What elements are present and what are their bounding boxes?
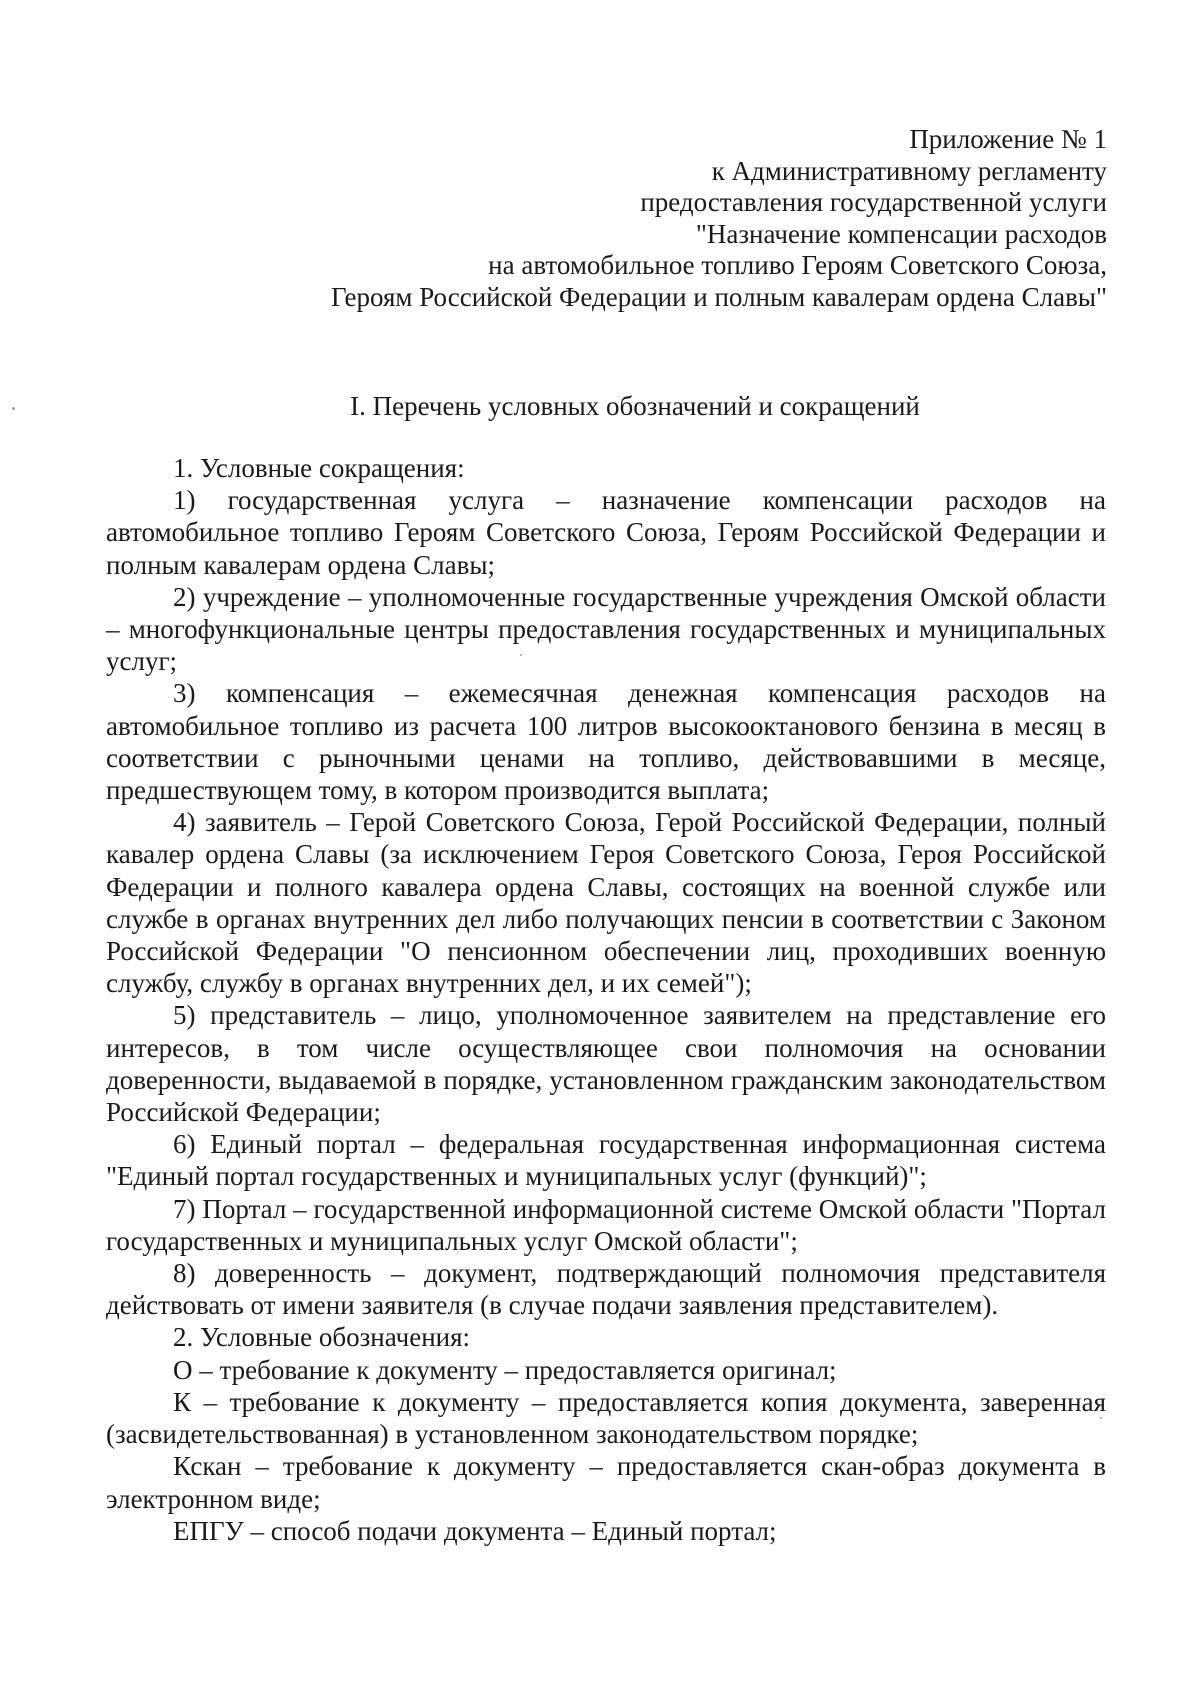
designation-item: Кскан – требование к документу – предоставляется скан-образ документа в электронном виде; (106, 1451, 1106, 1514)
scan-speck (1100, 1417, 1102, 1419)
abbreviation-item: 4) заявитель – Герой Советского Союза, Герой Российской Федерации, полный кавалер ордена Славы (за исключением Героя Советского Союза, Героя Российской Федерации и полного кавалера ордена Славы, состоящих на военной службе или службе в органах внутренних дел либо получающих пенсии в соответствии с Законом Российской Федерации "О пенсионном обеспечении лиц, проходивших военную службу, службу в органах внутренних дел, и их семей"); (106, 807, 1106, 999)
designations-heading: 2. Условные обозначения: (173, 1322, 471, 1353)
appendix-header-line: к Административному регламенту (711, 155, 1107, 186)
appendix-number: Приложение № 1 (909, 124, 1107, 154)
abbreviation-item: 3) компенсация – ежемесячная денежная компенсация расходов на автомобильное топливо из расчета 100 литров высокооктанового бензина в месяц в соответствии с рыночными ценами на топливо, действовавшими в месяце, предшествующем тому, в котором производится выплата; (106, 678, 1106, 806)
designation-item: ЕПГУ – способ подачи документа – Единый портал; (173, 1515, 777, 1546)
designation-item: К – требование к документу – предоставляется копия документа, заверенная (засвидетельствованная) в установленном законодательством порядке; (106, 1386, 1106, 1450)
document-body (106, 452, 1106, 1547)
abbreviation-item: 8) доверенность – документ, подтверждающий полномочия представителя действовать от имени заявителя (в случае подачи заявления представителем). (106, 1258, 1106, 1321)
abbreviation-item: 1) государственная услуга – назначение компенсации расходов на автомобильное топливо Героям Советского Союза, Героям Российской Федерации и полным кавалерам ордена Славы; (106, 485, 1106, 580)
appendix-header-line: Героям Российской Федерации и полным кавалерам ордена Славы" (330, 281, 1107, 312)
abbreviations-heading: 1. Условные сокращения: (173, 453, 465, 483)
appendix-header-line: "Назначение компенсации расходов (695, 218, 1107, 249)
abbreviation-item: 2) учреждение – уполномоченные государственные учреждения Омской области – многофункциональные центры предоставления государственных и муниципальных услуг; (106, 581, 1106, 677)
abbreviation-item: 6) Единый портал – федеральная государственная информационная система "Единый портал государственных и муниципальных услуг (функций)"; (106, 1129, 1106, 1192)
appendix-header-line: предоставления государственной услуги (640, 187, 1107, 217)
designation-item: О – требование к документу – предоставляется оригинал; (173, 1354, 837, 1385)
appendix-header (331, 124, 1107, 313)
appendix-header-line: на автомобильное топливо Героям Советского Союза, (488, 250, 1107, 280)
section-title: I. Перечень условных обозначений и сокращений (350, 391, 920, 421)
abbreviation-item: 5) представитель – лицо, уполномоченное заявителем на представление его интересов, в том числе осуществляющее свои полномочия на основании доверенности, выдаваемой в порядке, установленном гражданским законодательством Российской Федерации; (106, 1000, 1106, 1128)
scan-speck (12, 407, 15, 410)
abbreviation-item: 7) Портал – государственной информационной системе Омской области "Портал государственных и муниципальных услуг Омской области"; (106, 1193, 1106, 1256)
scan-speck (520, 654, 522, 656)
